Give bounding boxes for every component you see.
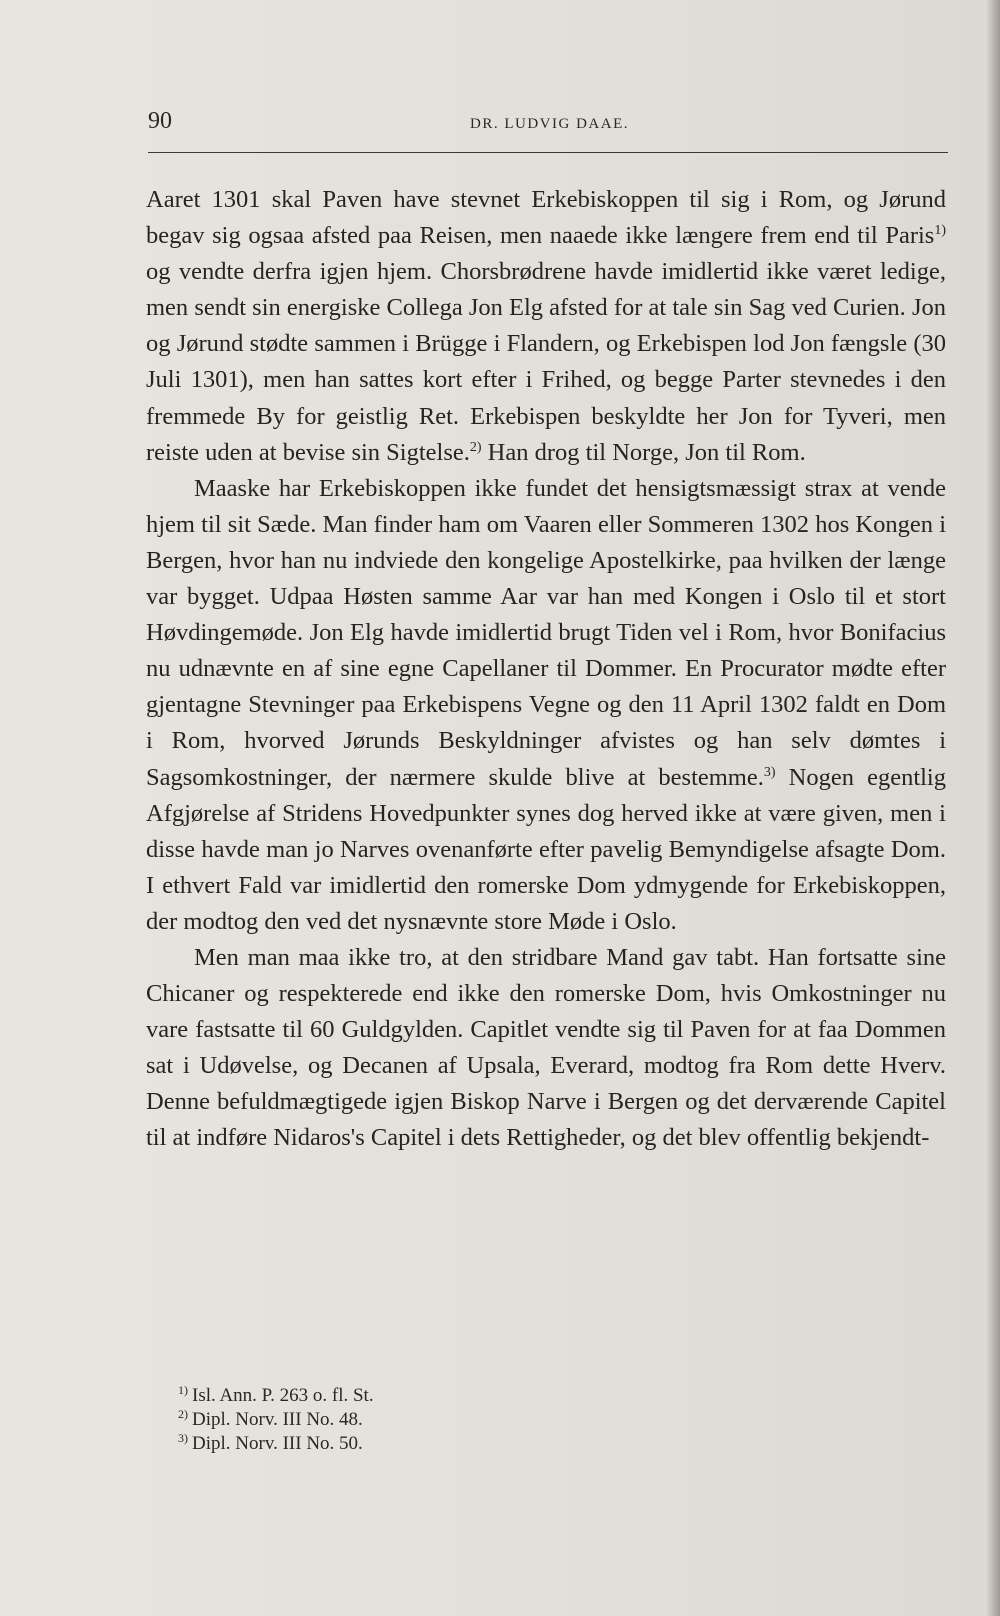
footnote	[178, 1384, 578, 1408]
footnote-reference: 3)	[763, 764, 776, 780]
paragraph-text: Nogen egentlig Afgjørelse af Stridens Hovedpunkter synes dog herved ikke at være given, men i disse havde man jo Narves ovenanførte efter pavelig Bemyndigelse afsagte Dom. I ethvert Fald var imidlertid den romerske Dom ydmygende for Erkebiskoppen, der modtog den ved det nysnævnte store Møde i Oslo.	[146, 763, 946, 935]
footnote-text: Dipl. Norv. III No. 50.	[192, 1433, 363, 1454]
paragraph	[146, 471, 946, 940]
header-rule	[148, 152, 948, 153]
paragraph-text: Han drog til Norge, Jon til Rom.	[481, 438, 806, 466]
paragraph-text: Men man maa ikke tro, at den stridbare Mand gav tabt. Han fortsatte sine Chicaner og respekterede end ikke den romerske Dom, hvis Omkostninger nu vare fastsatte til 60 Guldgylden. Capitlet vendte sig til Paven for at faa Dommen sat i Udøvelse, og Decanen af Upsala, Everard, modtog fra Rom dette Hverv. Denne befuldmægtigede igjen Biskop Narve i Bergen og det derværende Capitel til at indføre Nidaros's Capitel i dets Rettigheder, og det blev offentlig bekjendt-	[146, 943, 946, 1152]
footnote-reference: 2)	[469, 439, 482, 455]
footnote-mark: 2)	[178, 1406, 188, 1421]
page-spine-shadow	[986, 0, 1000, 1616]
paragraph	[146, 940, 946, 1157]
page-header	[148, 108, 948, 154]
paragraph-text: Maaske har Erkebiskoppen ikke fundet det hensigtsmæssigt strax at vende hjem til sit Sæde. Man finder ham om Vaaren eller Sommeren 1302 hos Kongen i Bergen, hvor han nu indviede den kongelige Apostelkirke, paa hvilken der længe var bygget. Udpaa Høsten samme Aar var han med Kongen i Oslo til et stort Høvdingemøde. Jon Elg havde imidlertid brugt Tiden vel i Rom, hvor Bonifacius nu udnævnte en af sine egne Capellaner til Dommer. En Procurator mødte efter gjentagne Stevninger paa Erkebispens Vegne og den 11 April 1302 faldt en Dom i Rom, hvorved Jørunds Beskyldninger afvistes og han selv dømtes i Sagsomkostninger, der nærmere skulde blive at bestemme.	[146, 474, 946, 791]
footnote-text: Dipl. Norv. III No. 48.	[192, 1409, 363, 1430]
paragraph-text: Aaret 1301 skal Paven have stevnet Erkebiskoppen til sig i Rom, og Jørund begav sig ogsaa afsted paa Reisen, men naaede ikke længere frem end til Paris	[146, 186, 946, 250]
paragraph-text: og vendte derfra igjen hjem. Chorsbrødrene havde imidlertid ikke været ledige, men sendt sin energiske Collega Jon Elg afsted for at tale sin Sag ved Curien. Jon og Jørund stødte sammen i Brügge i Flandern, og Erkebispen lod Jon fængsle (30 Juli 1301), men han sattes kort efter i Frihed, og begge Parter stevnedes i den fremmede By for geistlig Ret. Erkebispen beskyldte her Jon for Tyveri, men reiste uden at bevise sin Sigtelse.	[146, 258, 946, 466]
footnotes	[178, 1384, 578, 1456]
body-text	[146, 182, 946, 1157]
paragraph	[146, 182, 946, 471]
footnote	[178, 1432, 578, 1456]
footnote-text: Isl. Ann. P. 263 o. fl. St.	[192, 1385, 374, 1406]
page-number: 90	[148, 108, 172, 134]
footnote-mark: 1)	[178, 1382, 188, 1397]
footnote-reference: 1)	[934, 222, 946, 238]
running-head: DR. LUDVIG DAAE.	[470, 116, 629, 132]
footnote-mark: 3)	[178, 1430, 188, 1445]
footnote	[178, 1408, 578, 1432]
